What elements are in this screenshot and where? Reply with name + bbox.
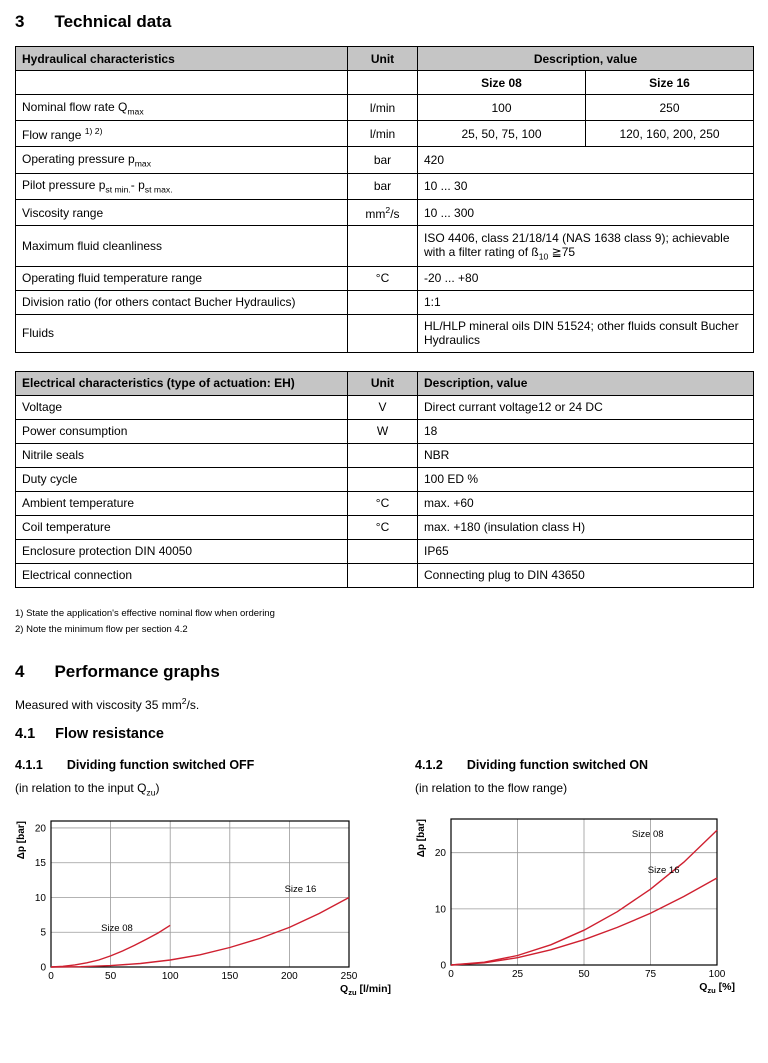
unit-cell: bar <box>348 173 418 199</box>
table-row <box>16 173 754 199</box>
x-tick-label: 75 <box>644 968 657 980</box>
flow-resistance-off-chart <box>15 813 359 985</box>
unit-cell: l/min <box>348 95 418 121</box>
unit-cell: °C <box>348 266 418 290</box>
section-number: 4 <box>15 661 25 681</box>
unit-cell <box>348 563 418 587</box>
value-cell: 10 ... 30 <box>418 173 754 199</box>
graph-title: Dividing function switched OFF <box>66 757 255 772</box>
series-label: Size 08 <box>631 828 664 840</box>
graph-on-heading <box>415 758 745 772</box>
unit-cell <box>348 443 418 467</box>
unit-header-cell: Unit <box>348 47 418 71</box>
size16-value-cell: 120, 160, 200, 250 <box>586 121 754 147</box>
value-cell: Connecting plug to DIN 43650 <box>418 563 754 587</box>
hydraulic-characteristics-table <box>15 46 754 353</box>
char-label-cell: Viscosity range <box>16 200 348 226</box>
unit-cell: $mm^2/s$ <box>348 200 418 226</box>
graph-off-heading <box>15 758 401 772</box>
char-label-cell: Nominal flow rate $Q_{max}$ <box>16 95 348 121</box>
table-row <box>16 491 754 515</box>
table-row <box>16 419 754 443</box>
table-row <box>16 515 754 539</box>
x-tick-label: 50 <box>578 968 590 980</box>
unit-cell <box>348 226 418 266</box>
performance-charts <box>15 758 753 997</box>
x-tick-label: 0 <box>448 968 454 980</box>
section-title: Flow resistance <box>55 725 164 742</box>
table-row <box>16 443 754 467</box>
table-row <box>16 467 754 491</box>
table-header-row <box>16 47 754 71</box>
section-title: Technical data <box>54 12 172 31</box>
description-header-cell: Description, value <box>418 47 754 71</box>
char-label-cell: Pilot pressure $p_{st min.}-$ $p_{st max.}$ <box>16 173 348 199</box>
table-row <box>16 314 754 352</box>
unit-cell: V <box>348 395 418 419</box>
value-cell: NBR <box>418 443 754 467</box>
unit-cell: °C <box>348 515 418 539</box>
section-title: Performance graphs <box>54 661 220 681</box>
section-3-heading <box>15 12 753 32</box>
y-tick-label: 20 <box>34 823 46 835</box>
value-cell: -20 ... +80 <box>418 266 754 290</box>
size08-header-cell: Size 08 <box>418 71 586 95</box>
char-label-cell: Maximum fluid cleanliness <box>16 226 348 266</box>
char-label-cell: Fluids <box>16 314 348 352</box>
series-label: Size 16 <box>647 864 680 876</box>
flow-resistance-on-chart <box>415 811 727 983</box>
size16-value-cell: 250 <box>586 95 754 121</box>
table-row <box>16 539 754 563</box>
y-tick-label: 10 <box>34 893 46 905</box>
graph-on-note: (in relation to the flow range) <box>415 780 568 795</box>
section-number: 3 <box>15 12 25 31</box>
size-subheader-row <box>16 71 754 95</box>
size08-value-cell: 100 <box>418 95 586 121</box>
x-tick-label: 150 <box>221 971 239 983</box>
y-tick-label: 0 <box>40 962 46 974</box>
y-tick-label: 15 <box>34 858 46 870</box>
value-cell: 420 <box>418 147 754 173</box>
unit-cell <box>348 314 418 352</box>
unit-cell: bar <box>348 147 418 173</box>
electrical-characteristics-table <box>15 371 754 588</box>
unit-cell: W <box>348 419 418 443</box>
value-cell: 18 <box>418 419 754 443</box>
table-row <box>16 226 754 266</box>
value-cell: ISO 4406, class 21/18/14 (NAS 1638 class 9); achievable with a filter rating of $ß_{10}$ ≧75 <box>418 226 754 266</box>
y-tick-label: 0 <box>440 960 446 972</box>
char-label-cell: Ambient temperature <box>16 491 348 515</box>
x-tick-label: 0 <box>48 971 54 983</box>
x-tick-label: 25 <box>511 968 524 980</box>
char-label-cell: Coil temperature <box>16 515 348 539</box>
char-label-cell: Enclosure protection DIN 40050 <box>16 539 348 563</box>
footnote-2: 2) Note the minimum flow per section 4.2 <box>15 623 188 635</box>
table-row <box>16 95 754 121</box>
char-label-cell: Nitrile seals <box>16 443 348 467</box>
x-axis-label: $Q_{zu}$ [l/min] <box>340 983 391 998</box>
x-tick-label: 100 <box>161 971 179 983</box>
table-header-row <box>16 371 754 395</box>
unit-header-cell: Unit <box>348 371 418 395</box>
chart-on-area <box>415 811 745 995</box>
char-label-cell: Duty cycle <box>16 467 348 491</box>
table-row <box>16 395 754 419</box>
characteristics-header-cell: Hydraulical characteristics <box>16 47 348 71</box>
graph-number: 4.1.2 <box>415 757 443 772</box>
x-axis-label: $Q_{zu}$ [%] <box>699 980 735 995</box>
y-tick-label: 5 <box>40 927 46 939</box>
y-axis-label: Δp [bar] <box>16 821 27 860</box>
characteristics-header-cell: Electrical characteristics (type of actuation: EH) <box>16 371 348 395</box>
value-cell: Direct currant voltage12 or 24 DC <box>418 395 754 419</box>
value-cell: 10 ... 300 <box>418 200 754 226</box>
unit-cell: °C <box>348 491 418 515</box>
value-cell: IP65 <box>418 539 754 563</box>
unit-cell: l/min <box>348 121 418 147</box>
table-row <box>16 121 754 147</box>
table-row <box>16 266 754 290</box>
unit-cell <box>348 539 418 563</box>
y-tick-label: 20 <box>434 848 446 860</box>
empty-cell <box>348 71 418 95</box>
size16-header-cell: Size 16 <box>586 71 754 95</box>
section-4-1-heading <box>15 726 753 742</box>
char-label-cell: Electrical connection <box>16 563 348 587</box>
unit-cell <box>348 290 418 314</box>
y-axis-label: Δp [bar] <box>416 818 427 858</box>
chart-column-on <box>415 758 745 997</box>
x-tick-label: 50 <box>105 971 117 983</box>
measured-note: Measured with viscosity 35 $mm^2/s$. <box>15 695 200 712</box>
char-label-cell: Operating fluid temperature range <box>16 266 348 290</box>
size08-value-cell: 25, 50, 75, 100 <box>418 121 586 147</box>
empty-cell <box>16 71 348 95</box>
table-row <box>16 563 754 587</box>
char-label-cell: Power consumption <box>16 419 348 443</box>
chart-off-area <box>15 813 401 997</box>
table-row <box>16 147 754 173</box>
char-label-cell: Flow range $^{1) 2)}$ <box>16 121 348 147</box>
value-cell: max. +60 <box>418 491 754 515</box>
value-cell: 1:1 <box>418 290 754 314</box>
unit-cell <box>348 467 418 491</box>
y-tick-label: 10 <box>434 904 446 916</box>
x-tick-label: 100 <box>708 968 726 980</box>
value-cell: HL/HLP mineral oils DIN 51524; other fluids consult Bucher Hydraulics <box>418 314 754 352</box>
series-label: Size 16 <box>284 884 317 896</box>
char-label-cell: Operating pressure $p_{max}$ <box>16 147 348 173</box>
graph-number: 4.1.1 <box>15 757 43 772</box>
table-row <box>16 290 754 314</box>
x-tick-label: 200 <box>281 971 298 983</box>
chart-column-off <box>15 758 401 997</box>
graph-off-note: (in relation to the input $Q_{zu}$) <box>15 780 160 798</box>
x-tick-label: 250 <box>340 971 358 983</box>
value-cell: 100 ED % <box>418 467 754 491</box>
footnote-1: 1) State the application's effective nominal flow when ordering <box>15 607 275 619</box>
table-row <box>16 200 754 226</box>
section-4-heading <box>15 662 753 682</box>
section-number: 4.1 <box>15 725 36 742</box>
char-label-cell: Division ratio (for others contact Bucher Hydraulics) <box>16 290 348 314</box>
description-header-cell: Description, value <box>418 371 754 395</box>
graph-title: Dividing function switched ON <box>466 757 649 772</box>
char-label-cell: Voltage <box>16 395 348 419</box>
value-cell: max. +180 (insulation class H) <box>418 515 754 539</box>
footnotes <box>15 606 753 638</box>
series-label: Size 08 <box>101 923 133 935</box>
